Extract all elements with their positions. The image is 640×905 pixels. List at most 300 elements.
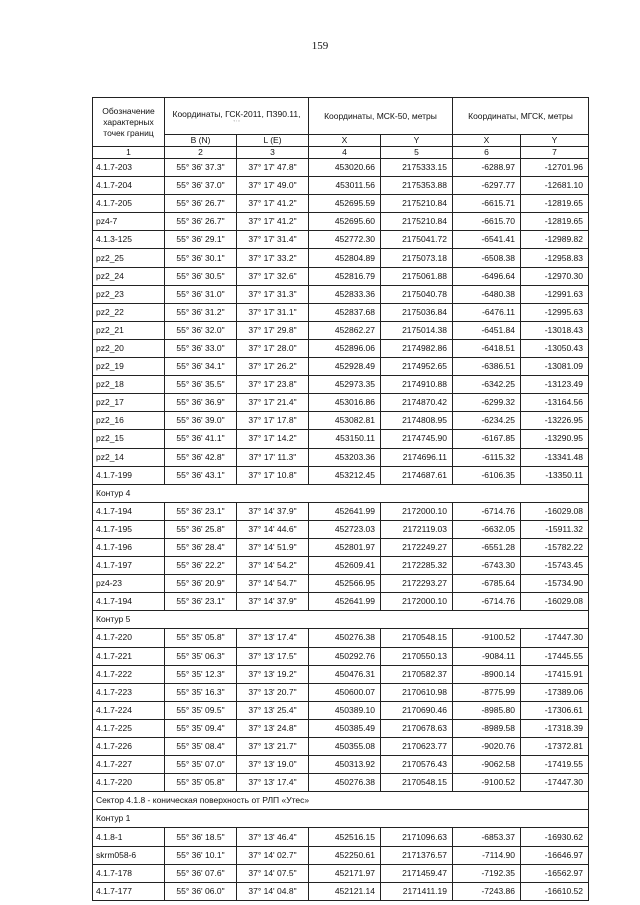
cell-x2: -8900.14 [453,665,521,683]
section-row [93,810,589,828]
cell-l: 37° 17' 17.8" [237,412,309,430]
cell-y1: 2175040.78 [381,285,453,303]
cell-l: 37° 13' 19.0" [237,756,309,774]
cell-point: pz2_21 [93,321,165,339]
cell-x2: -7114.90 [453,846,521,864]
cell-point: pz2_18 [93,376,165,394]
cell-point: pz2_24 [93,267,165,285]
col-number: 3 [237,147,309,159]
cell-x2: -6615.70 [453,213,521,231]
cell-y1: 2174870.42 [381,394,453,412]
cell-y2: -17372.81 [521,738,589,756]
cell-x2: -6743.30 [453,557,521,575]
cell-point: 4.1.7-220 [93,774,165,792]
table-row [93,303,589,321]
cell-y1: 2171096.63 [381,828,453,846]
header-gsk [165,98,309,135]
cell-y2: -17415.91 [521,665,589,683]
cell-x2: -7243.86 [453,882,521,900]
cell-y1: 2175210.84 [381,213,453,231]
cell-l: 37° 17' 11.3" [237,448,309,466]
cell-b: 55° 35' 12.3" [165,665,237,683]
table-row [93,412,589,430]
cell-b: 55° 36' 23.1" [165,593,237,611]
cell-x1: 452641.99 [309,502,381,520]
cell-point: pz4-7 [93,213,165,231]
cell-x2: -9084.11 [453,647,521,665]
cell-l: 37° 17' 10.8" [237,466,309,484]
cell-b: 55° 35' 05.8" [165,774,237,792]
cell-y1: 2170582.37 [381,665,453,683]
cell-y1: 2170550.13 [381,647,453,665]
cell-l: 37° 14' 07.5" [237,864,309,882]
cell-point: 4.1.7-194 [93,593,165,611]
table-row [93,665,589,683]
header-x-mgsk: X [453,135,521,147]
cell-y2: -16562.97 [521,864,589,882]
cell-y1: 2174982.86 [381,339,453,357]
cell-x1: 453011.56 [309,177,381,195]
cell-b: 55° 36' 33.0" [165,339,237,357]
cell-x2: -6508.38 [453,249,521,267]
cell-y2: -17389.06 [521,683,589,701]
cell-x1: 452816.79 [309,267,381,285]
cell-x1: 452566.95 [309,575,381,593]
cell-y2: -13226.95 [521,412,589,430]
cell-y1: 2174687.61 [381,466,453,484]
cell-x2: -6496.64 [453,267,521,285]
cell-x1: 453082.81 [309,412,381,430]
cell-point: pz2_25 [93,249,165,267]
cell-b: 55° 36' 18.5" [165,828,237,846]
cell-b: 55° 36' 35.5" [165,376,237,394]
table-row [93,321,589,339]
cell-x1: 450600.07 [309,683,381,701]
cell-x1: 450276.38 [309,774,381,792]
cell-l: 37° 14' 02.7" [237,846,309,864]
cell-x1: 452723.03 [309,520,381,538]
cell-l: 37° 17' 49.0" [237,177,309,195]
cell-point: 4.1.7-195 [93,520,165,538]
cell-point: 4.1.8-1 [93,828,165,846]
cell-x2: -6785.64 [453,575,521,593]
table-row [93,177,589,195]
cell-l: 37° 14' 04.8" [237,882,309,900]
cell-point: 4.1.7-226 [93,738,165,756]
cell-x2: -9100.52 [453,774,521,792]
cell-x2: -6386.51 [453,358,521,376]
cell-point: 4.1.7-224 [93,701,165,719]
cell-x1: 450389.10 [309,701,381,719]
cell-l: 37° 14' 54.7" [237,575,309,593]
table-row [93,683,589,701]
cell-point: 4.1.7-178 [93,864,165,882]
cell-x1: 453150.11 [309,430,381,448]
cell-x1: 450476.31 [309,665,381,683]
cell-x1: 450385.49 [309,719,381,737]
table-row [93,448,589,466]
cell-x2: -6476.11 [453,303,521,321]
cell-y2: -16930.62 [521,828,589,846]
cell-y2: -12819.65 [521,195,589,213]
cell-x1: 453016.86 [309,394,381,412]
cell-point: pz2_19 [93,358,165,376]
header-msk50: Координаты, МСК-50, метры [309,98,453,135]
cell-y1: 2170548.15 [381,774,453,792]
section-label: Контур 5 [93,611,589,629]
cell-x1: 452171.97 [309,864,381,882]
header-gsk-note: ° ′ ″ [233,118,240,124]
cell-y2: -12958.83 [521,249,589,267]
cell-y2: -13164.56 [521,394,589,412]
cell-x2: -6418.51 [453,339,521,357]
cell-l: 37° 13' 46.4" [237,828,309,846]
cell-x1: 450292.76 [309,647,381,665]
table-row [93,339,589,357]
cell-x2: -9020.76 [453,738,521,756]
cell-x2: -7192.35 [453,864,521,882]
table-row [93,466,589,484]
cell-point: 4.1.7-194 [93,502,165,520]
cell-y2: -15782.22 [521,538,589,556]
table-row [93,159,589,177]
cell-y2: -17447.30 [521,774,589,792]
cell-l: 37° 17' 41.2" [237,213,309,231]
cell-x2: -9100.52 [453,629,521,647]
cell-b: 55° 36' 42.8" [165,448,237,466]
cell-y2: -17419.55 [521,756,589,774]
cell-b: 55° 36' 43.1" [165,466,237,484]
table-row [93,828,589,846]
cell-point: 4.1.7-203 [93,159,165,177]
cell-b: 55° 36' 32.0" [165,321,237,339]
cell-point: skrm058-6 [93,846,165,864]
cell-point: pz2_16 [93,412,165,430]
cell-x1: 450313.92 [309,756,381,774]
cell-y2: -17445.55 [521,647,589,665]
cell-y1: 2170690.46 [381,701,453,719]
header-b: B (N) [165,135,237,147]
cell-b: 55° 36' 31.2" [165,303,237,321]
cell-b: 55° 35' 09.5" [165,701,237,719]
cell-y2: -17306.61 [521,701,589,719]
cell-b: 55° 35' 09.4" [165,719,237,737]
header-y-mgsk: Y [521,135,589,147]
cell-x1: 452641.99 [309,593,381,611]
cell-b: 55° 36' 22.2" [165,557,237,575]
cell-y2: -12681.10 [521,177,589,195]
cell-y2: -13350.11 [521,466,589,484]
cell-l: 37° 14' 54.2" [237,557,309,575]
cell-y2: -13341.48 [521,448,589,466]
table-row [93,647,589,665]
header-point: Обозначение характерных точек границ [93,98,165,147]
cell-x1: 452973.35 [309,376,381,394]
cell-y1: 2175061.88 [381,267,453,285]
cell-y2: -12701.96 [521,159,589,177]
section-label: Сектор 4.1.8 - коническая поверхность от РЛП «Утес» [93,792,589,810]
cell-y2: -12819.65 [521,213,589,231]
cell-x2: -8775.99 [453,683,521,701]
cell-b: 55° 36' 25.8" [165,520,237,538]
cell-l: 37° 17' 21.4" [237,394,309,412]
cell-x1: 453020.66 [309,159,381,177]
cell-l: 37° 17' 47.8" [237,159,309,177]
cell-b: 55° 36' 29.1" [165,231,237,249]
table-row [93,719,589,737]
table-row [93,738,589,756]
table-row [93,864,589,882]
cell-x1: 452695.60 [309,213,381,231]
table-row [93,358,589,376]
cell-point: 4.1.7-197 [93,557,165,575]
cell-y1: 2172000.10 [381,593,453,611]
cell-x2: -6480.38 [453,285,521,303]
section-label: Контур 1 [93,810,589,828]
cell-x2: -6115.32 [453,448,521,466]
cell-x1: 452772.30 [309,231,381,249]
cell-b: 55° 35' 06.3" [165,647,237,665]
coordinates-table [92,97,589,901]
cell-b: 55° 35' 16.3" [165,683,237,701]
cell-y1: 2172249.27 [381,538,453,556]
table-row [93,430,589,448]
cell-l: 37° 13' 17.4" [237,629,309,647]
table-row [93,195,589,213]
cell-x2: -6714.76 [453,502,521,520]
cell-x1: 452695.59 [309,195,381,213]
table-row [93,846,589,864]
cell-b: 55° 36' 37.0" [165,177,237,195]
section-row [93,611,589,629]
cell-y2: -16646.97 [521,846,589,864]
cell-b: 55° 36' 41.1" [165,430,237,448]
header-gsk-title: Координаты, ГСК-2011, ПЗ90.11, [172,108,301,119]
cell-l: 37° 14' 51.9" [237,538,309,556]
cell-b: 55° 36' 36.9" [165,394,237,412]
header-y-msk: Y [381,135,453,147]
cell-point: 4.1.7-199 [93,466,165,484]
cell-l: 37° 13' 25.4" [237,701,309,719]
cell-x2: -6451.84 [453,321,521,339]
table-row [93,882,589,900]
col-number: 4 [309,147,381,159]
cell-y2: -16610.52 [521,882,589,900]
cell-y2: -12989.82 [521,231,589,249]
cell-x2: -8989.58 [453,719,521,737]
cell-y1: 2170610.98 [381,683,453,701]
cell-y1: 2174696.11 [381,448,453,466]
cell-x2: -6167.85 [453,430,521,448]
cell-x2: -6541.41 [453,231,521,249]
cell-y1: 2174808.95 [381,412,453,430]
cell-b: 55° 36' 30.5" [165,267,237,285]
cell-l: 37° 17' 31.1" [237,303,309,321]
cell-b: 55° 36' 26.7" [165,213,237,231]
cell-l: 37° 17' 31.3" [237,285,309,303]
section-row [93,484,589,502]
cell-b: 55° 36' 07.6" [165,864,237,882]
cell-point: 4.1.7-225 [93,719,165,737]
cell-b: 55° 36' 23.1" [165,502,237,520]
cell-point: pz4-23 [93,575,165,593]
cell-y1: 2170623.77 [381,738,453,756]
cell-x1: 453203.36 [309,448,381,466]
cell-x1: 452928.49 [309,358,381,376]
cell-b: 55° 36' 26.7" [165,195,237,213]
cell-l: 37° 13' 17.5" [237,647,309,665]
table-row [93,575,589,593]
cell-y1: 2170678.63 [381,719,453,737]
cell-x1: 452896.06 [309,339,381,357]
cell-x1: 452862.27 [309,321,381,339]
cell-x2: -6106.35 [453,466,521,484]
cell-y2: -13081.09 [521,358,589,376]
cell-l: 37° 13' 19.2" [237,665,309,683]
cell-point: pz2_22 [93,303,165,321]
cell-y1: 2175014.38 [381,321,453,339]
table-row [93,394,589,412]
cell-y2: -13018.43 [521,321,589,339]
cell-x1: 452801.97 [309,538,381,556]
col-number: 1 [93,147,165,159]
cell-y1: 2174745.90 [381,430,453,448]
cell-b: 55° 36' 10.1" [165,846,237,864]
cell-l: 37° 14' 37.9" [237,502,309,520]
table-row [93,756,589,774]
cell-l: 37° 13' 17.4" [237,774,309,792]
table-row [93,520,589,538]
cell-y2: -13050.43 [521,339,589,357]
header-mgsk: Координаты, МГСК, метры [453,98,589,135]
cell-b: 55° 35' 08.4" [165,738,237,756]
cell-l: 37° 17' 33.2" [237,249,309,267]
cell-x2: -9062.58 [453,756,521,774]
cell-y2: -15911.32 [521,520,589,538]
cell-l: 37° 14' 37.9" [237,593,309,611]
col-number: 5 [381,147,453,159]
cell-point: 4.1.7-204 [93,177,165,195]
cell-x2: -6288.97 [453,159,521,177]
cell-y1: 2172285.32 [381,557,453,575]
cell-l: 37° 13' 21.7" [237,738,309,756]
cell-y1: 2172119.03 [381,520,453,538]
cell-y2: -17318.39 [521,719,589,737]
cell-b: 55° 36' 37.3" [165,159,237,177]
cell-point: 4.1.7-221 [93,647,165,665]
table-row [93,629,589,647]
cell-x1: 452804.89 [309,249,381,267]
cell-x1: 453212.45 [309,466,381,484]
table-row [93,538,589,556]
cell-y1: 2175073.18 [381,249,453,267]
table-row [93,701,589,719]
cell-x1: 452121.14 [309,882,381,900]
section-label: Контур 4 [93,484,589,502]
cell-b: 55° 36' 34.1" [165,358,237,376]
cell-b: 55° 36' 31.0" [165,285,237,303]
table-row [93,213,589,231]
cell-y2: -12995.63 [521,303,589,321]
col-number: 2 [165,147,237,159]
cell-x1: 452833.36 [309,285,381,303]
cell-l: 37° 17' 31.4" [237,231,309,249]
cell-y2: -13123.49 [521,376,589,394]
cell-x2: -6853.37 [453,828,521,846]
cell-point: 4.1.3-125 [93,231,165,249]
cell-y2: -17447.30 [521,629,589,647]
cell-point: 4.1.7-205 [93,195,165,213]
cell-x2: -8985.80 [453,701,521,719]
cell-y1: 2174910.88 [381,376,453,394]
cell-x2: -6632.05 [453,520,521,538]
table-row [93,502,589,520]
cell-l: 37° 17' 23.8" [237,376,309,394]
cell-l: 37° 13' 20.7" [237,683,309,701]
cell-y1: 2170576.43 [381,756,453,774]
section-row [93,792,589,810]
cell-y2: -16029.08 [521,593,589,611]
table-row [93,593,589,611]
cell-l: 37° 17' 26.2" [237,358,309,376]
cell-x1: 450355.08 [309,738,381,756]
cell-y1: 2172293.27 [381,575,453,593]
cell-point: 4.1.7-177 [93,882,165,900]
cell-l: 37° 13' 24.8" [237,719,309,737]
cell-b: 55° 35' 07.0" [165,756,237,774]
cell-y2: -13290.95 [521,430,589,448]
cell-y1: 2171376.57 [381,846,453,864]
cell-y1: 2174952.65 [381,358,453,376]
cell-l: 37° 17' 32.6" [237,267,309,285]
cell-y1: 2170548.15 [381,629,453,647]
cell-point: 4.1.7-222 [93,665,165,683]
cell-l: 37° 17' 41.2" [237,195,309,213]
cell-y1: 2175041.72 [381,231,453,249]
cell-y2: -12970.30 [521,267,589,285]
cell-l: 37° 14' 44.6" [237,520,309,538]
cell-y1: 2175333.15 [381,159,453,177]
cell-y2: -16029.08 [521,502,589,520]
cell-y1: 2172000.10 [381,502,453,520]
table-row [93,557,589,575]
cell-point: pz2_23 [93,285,165,303]
cell-point: pz2_20 [93,339,165,357]
table-row [93,231,589,249]
cell-l: 37° 17' 14.2" [237,430,309,448]
cell-b: 55° 36' 30.1" [165,249,237,267]
page-number: 159 [311,40,329,52]
cell-point: 4.1.7-196 [93,538,165,556]
cell-point: 4.1.7-223 [93,683,165,701]
cell-y1: 2175353.88 [381,177,453,195]
cell-point: 4.1.7-227 [93,756,165,774]
cell-x2: -6234.25 [453,412,521,430]
table-row [93,376,589,394]
header-l: L (E) [237,135,309,147]
cell-x1: 452516.15 [309,828,381,846]
header-x-msk: X [309,135,381,147]
cell-x1: 452250.61 [309,846,381,864]
cell-y1: 2171411.19 [381,882,453,900]
cell-b: 55° 36' 28.4" [165,538,237,556]
cell-point: 4.1.7-220 [93,629,165,647]
cell-x1: 452837.68 [309,303,381,321]
cell-b: 55° 36' 06.0" [165,882,237,900]
cell-y1: 2175036.84 [381,303,453,321]
cell-b: 55° 36' 39.0" [165,412,237,430]
cell-point: pz2_15 [93,430,165,448]
